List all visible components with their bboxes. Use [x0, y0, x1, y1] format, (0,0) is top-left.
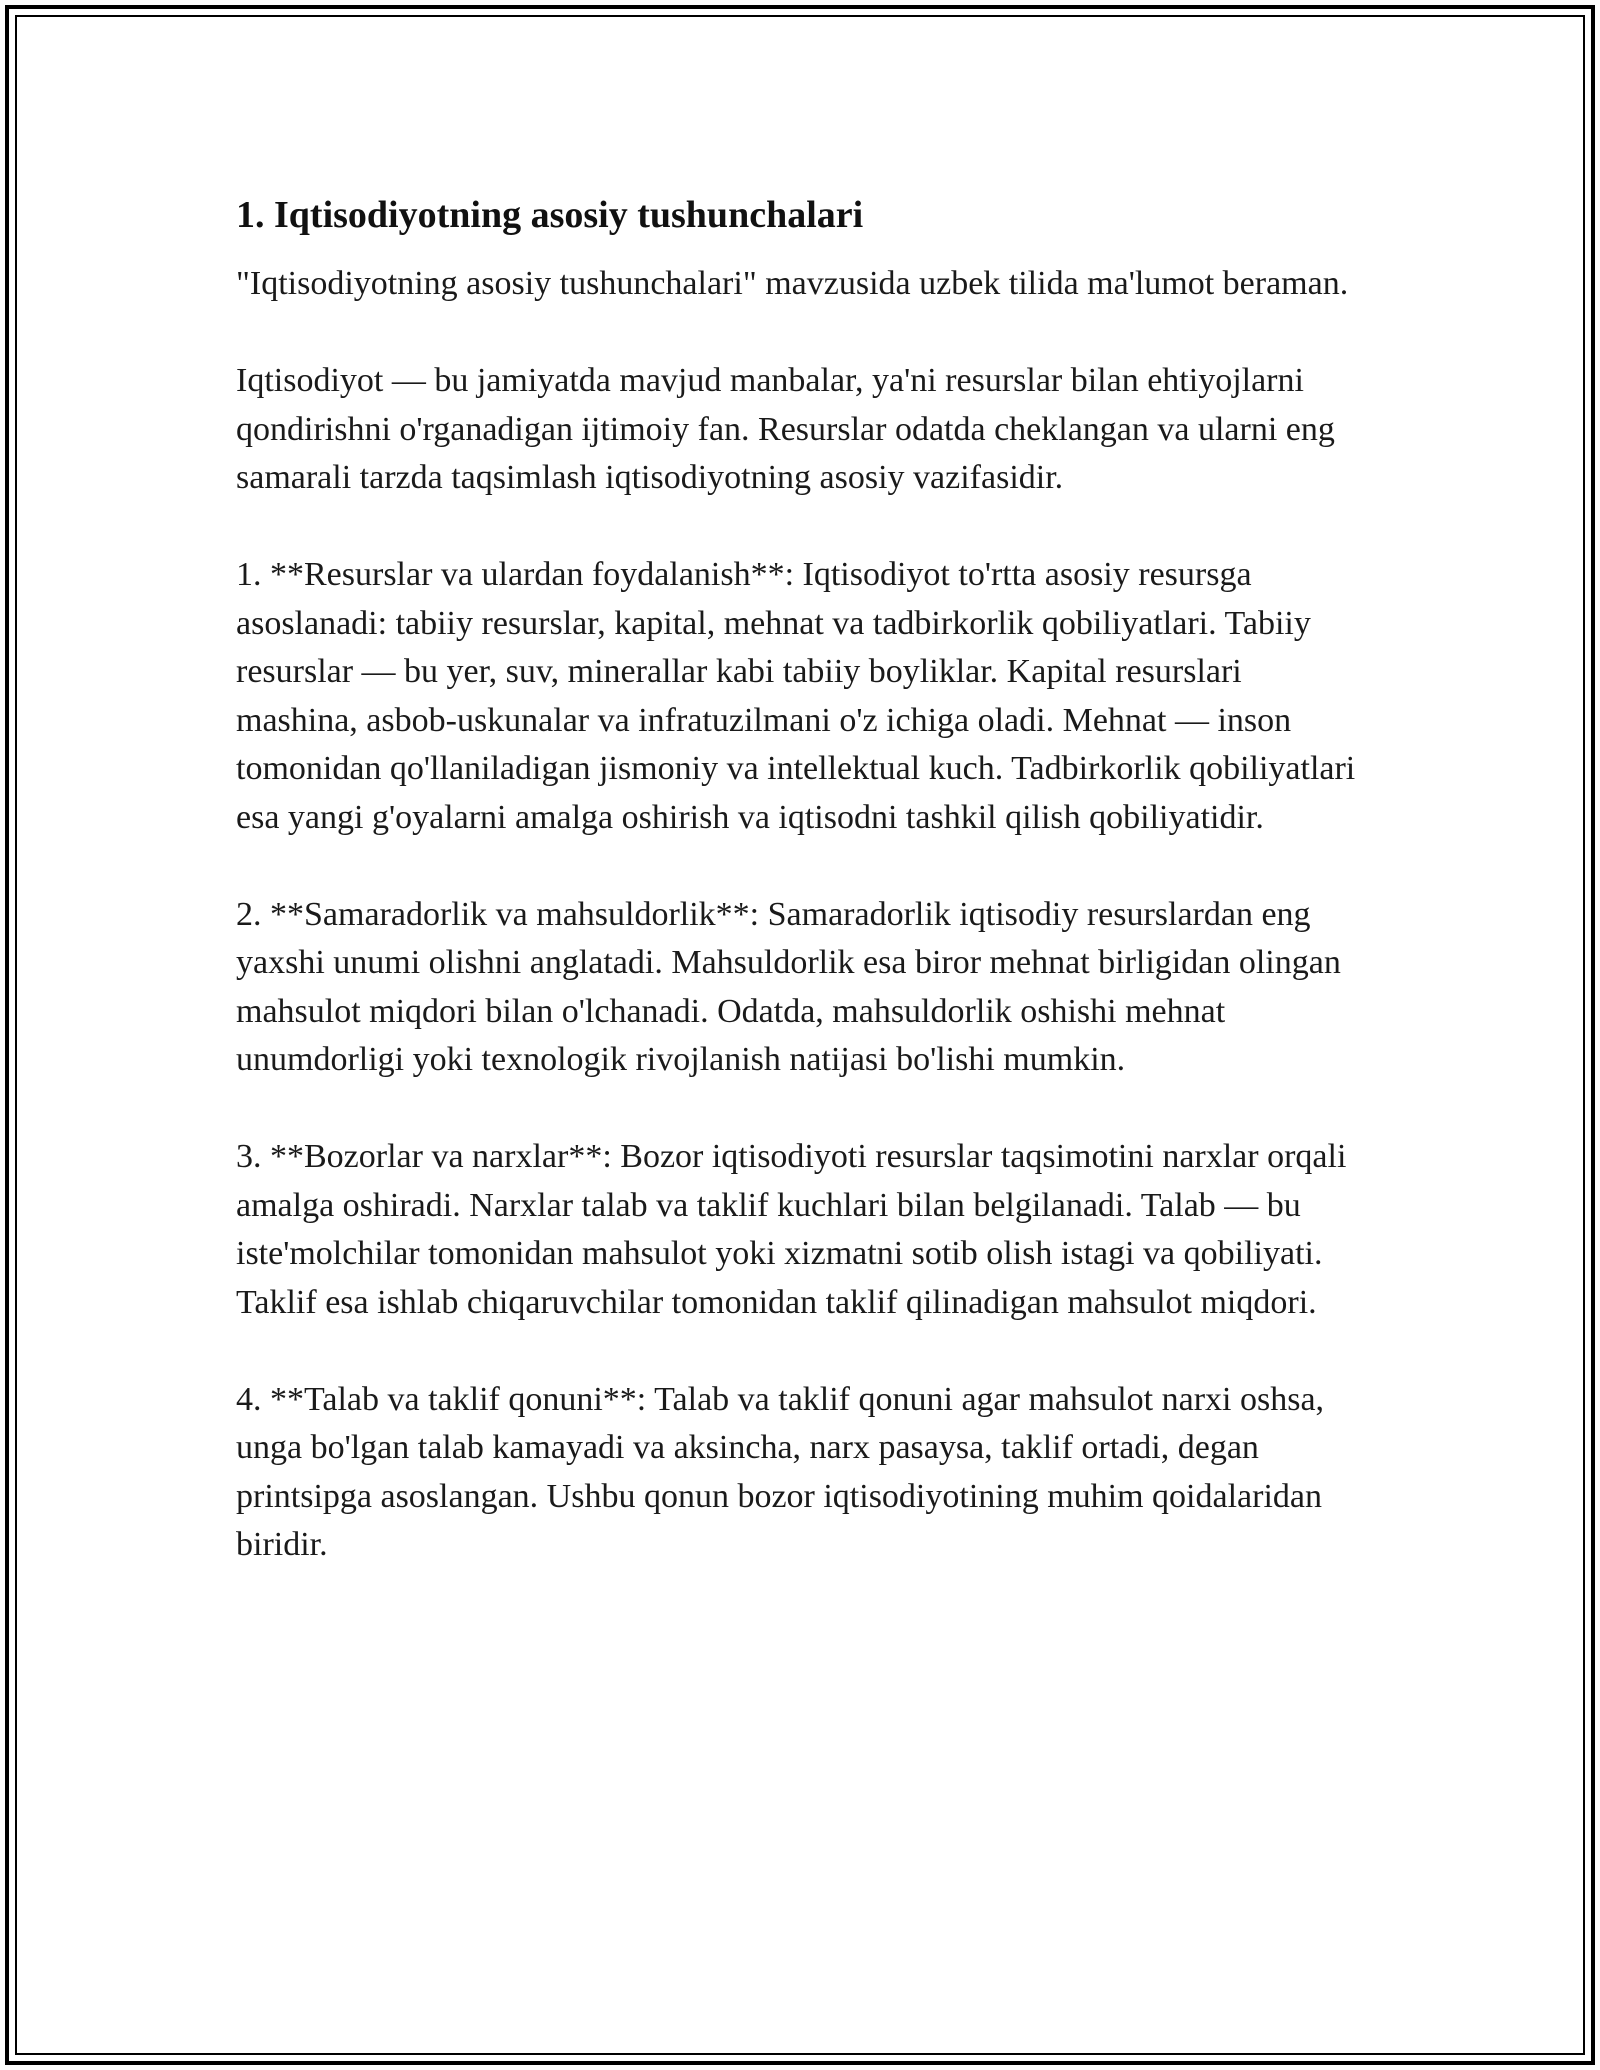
definition-paragraph: Iqtisodiyot — bu jamiyatda mavjud manbalar, ya'ni resurslar bilan ehtiyojlarni qondirishni o'rganadigan ijtimoiy fan. Resurslar odatda cheklangan va ularni eng samarali tarzda taqsimlash iqtisodiyotning asosiy vazifasidir.: [236, 362, 1335, 496]
document-title: 1. Iqtisodiyotning asosiy tushunchalari: [236, 194, 864, 236]
section-resources-paragraph: 1. **Resurslar va ulardan foydalanish**: Iqtisodiyot to'rtta asosiy resursga asoslanadi: tabiiy resurslar, kapital, mehnat va tadbirkorlik qobiliyatlari. Tabiiy resurslar — bu yer, suv, minerallar kabi tabiiy boyliklar. Kapital resurslari mashina, asbob-uskunalar va infratuzilmani o'z ichiga oladi. Mehnat — inson tomonidan qo'llaniladigan jismoniy va intellektual kuch. Tadbirkorlik qobiliyatlari esa yangi g'oyalarni amalga oshirish va iqtisodni tashkil qilish qobiliyatidir.: [236, 556, 1356, 836]
intro-paragraph: "Iqtisodiyotning asosiy tushunchalari" mavzusida uzbek tilida ma'lumot beraman.: [236, 265, 1349, 302]
section-efficiency-paragraph: 2. **Samaradorlik va mahsuldorlik**: Samaradorlik iqtisodiy resurslardan eng yaxshi unumi olishni anglatadi. Mahsuldorlik esa biror mehnat birligidan olingan mahsulot miqdori bilan o'lchanadi. Odatda, mahsuldorlik oshishi mehnat unumdorligi yoki texnologik rivojlanish natijasi bo'lishi mumkin.: [236, 895, 1341, 1078]
document-body: [236, 190, 1366, 1618]
section-law-paragraph: 4. **Talab va taklif qonuni**: Talab va taklif qonuni agar mahsulot narxi oshsa, unga bo'lgan talab kamayadi va aksincha, narx pasaysa, taklif ortadi, degan printsipga asoslangan. Ushbu qonun bozor iqtisodiyotining muhim qoidalaridan biridir.: [236, 1380, 1325, 1563]
section-markets-paragraph: 3. **Bozorlar va narxlar**: Bozor iqtisodiyoti resurslar taqsimotini narxlar orqali amalga oshiradi. Narxlar talab va taklif kuchlari bilan belgilanadi. Talab — bu iste'molchilar tomonidan mahsulot yoki xizmatni sotib olish istagi va qobiliyati. Taklif esa ishlab chiqaruvchilar tomonidan taklif qilinadigan mahsulot miqdori.: [236, 1138, 1347, 1321]
